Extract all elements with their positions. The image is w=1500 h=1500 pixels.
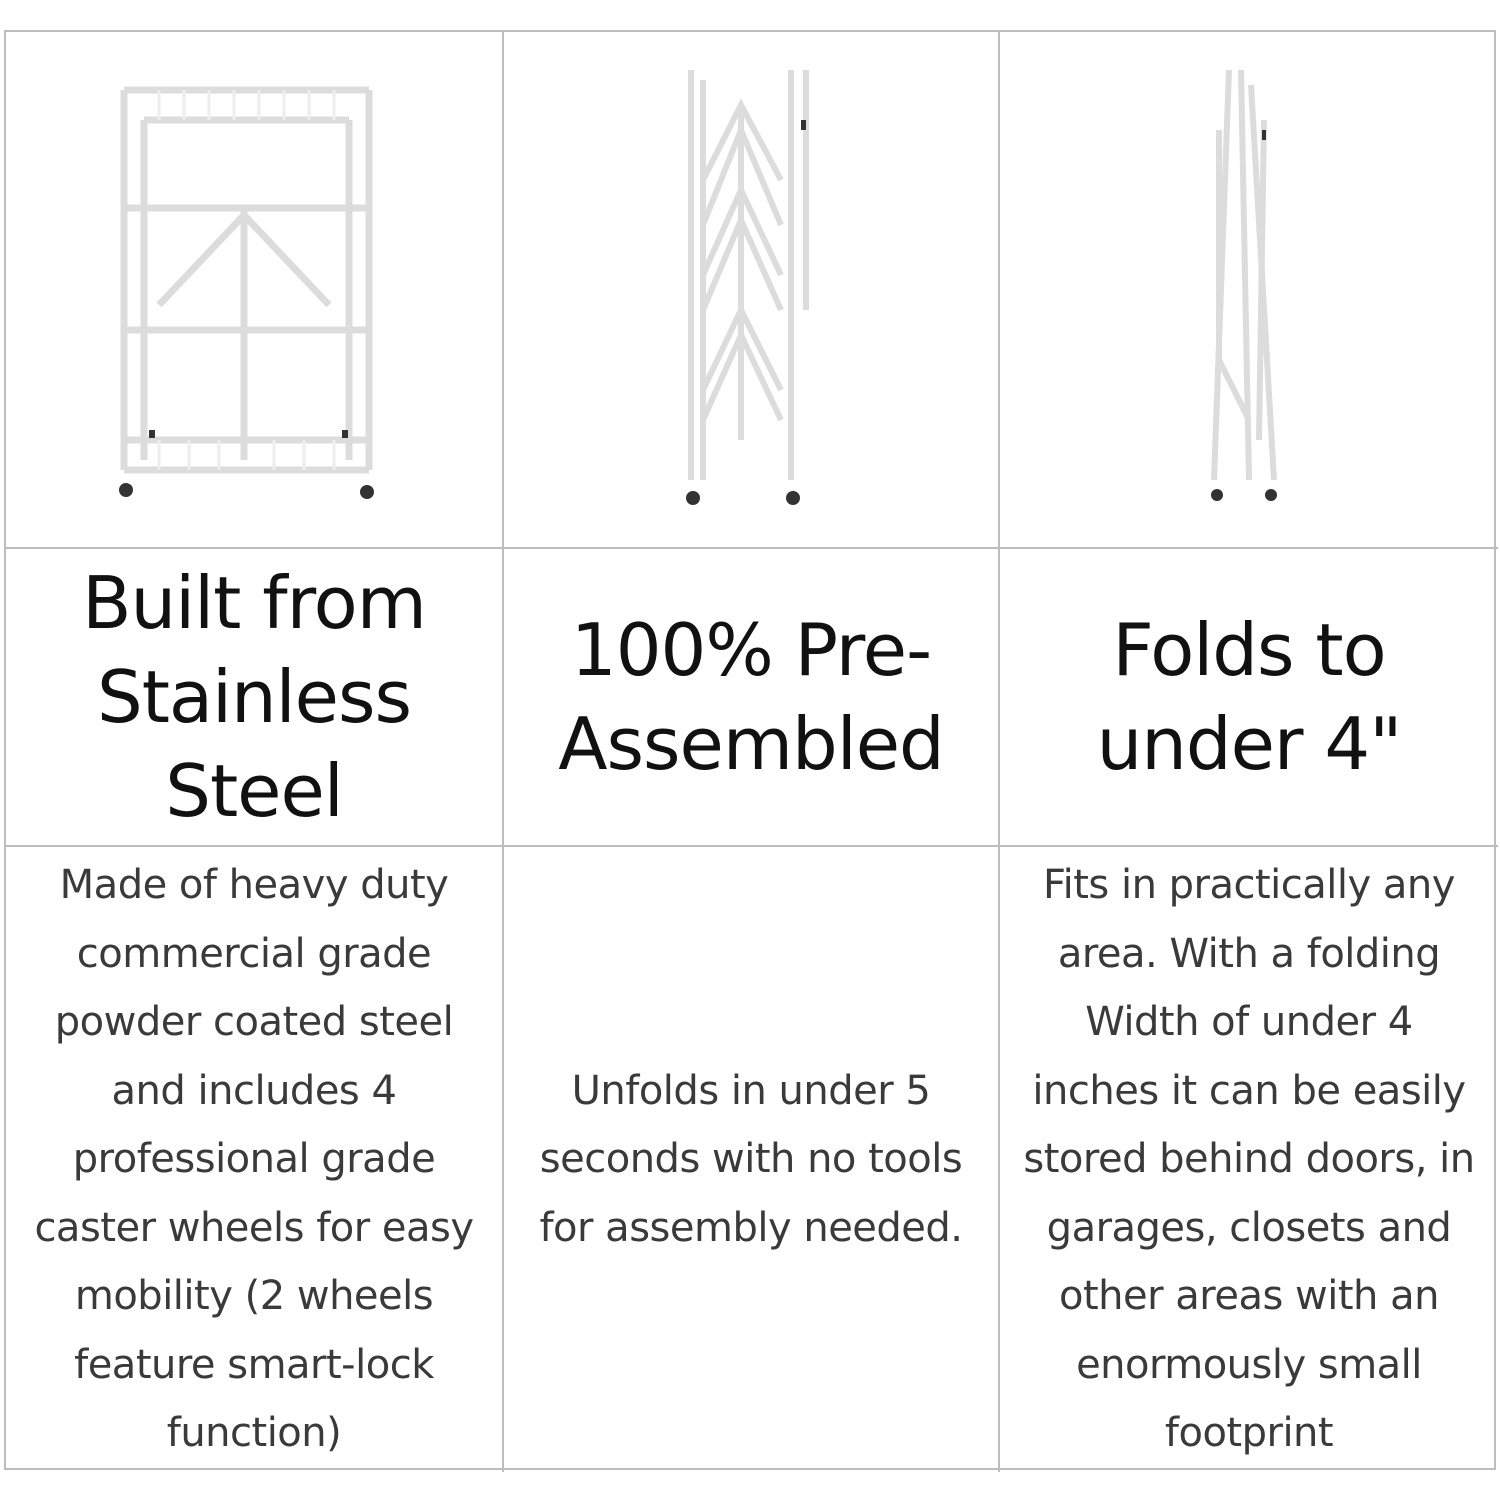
description-cell-preassembled [504,847,1000,1472]
feature-description-folds: Fits in practically any area. With a folding Width of under 4 inches it can be easily stored behind doors, in garages, closets and other areas with an enormously small footprint [1023,862,1475,1456]
description-cell-folds [1000,847,1498,1472]
feature-title-folds: Folds to under 4" [1096,608,1402,786]
title-cell-folds [1000,549,1498,847]
shelf-half-folded-icon [681,60,821,520]
feature-title-preassembled: 100% Pre- Assembled [558,608,944,786]
feature-description-stainless: Made of heavy duty commercial grade powder coated steel and includes 4 professional grade caster wheels for easy mobility (2 wheels feature smart-lock function) [34,862,474,1456]
feature-comparison-table [4,30,1496,1470]
image-cell-stainless [6,32,504,549]
image-cell-folds [1000,32,1498,549]
description-cell-stainless [6,847,504,1472]
image-cell-preassembled [504,32,1000,549]
title-cell-preassembled [504,549,1000,847]
title-cell-stainless [6,549,504,847]
shelf-unfolded-icon [104,60,404,520]
shelf-folded-icon [1189,60,1309,520]
feature-description-preassembled: Unfolds in under 5 seconds with no tools for assembly needed. [539,1067,963,1251]
feature-title-stainless: Built from Stainless Steel [82,561,426,833]
